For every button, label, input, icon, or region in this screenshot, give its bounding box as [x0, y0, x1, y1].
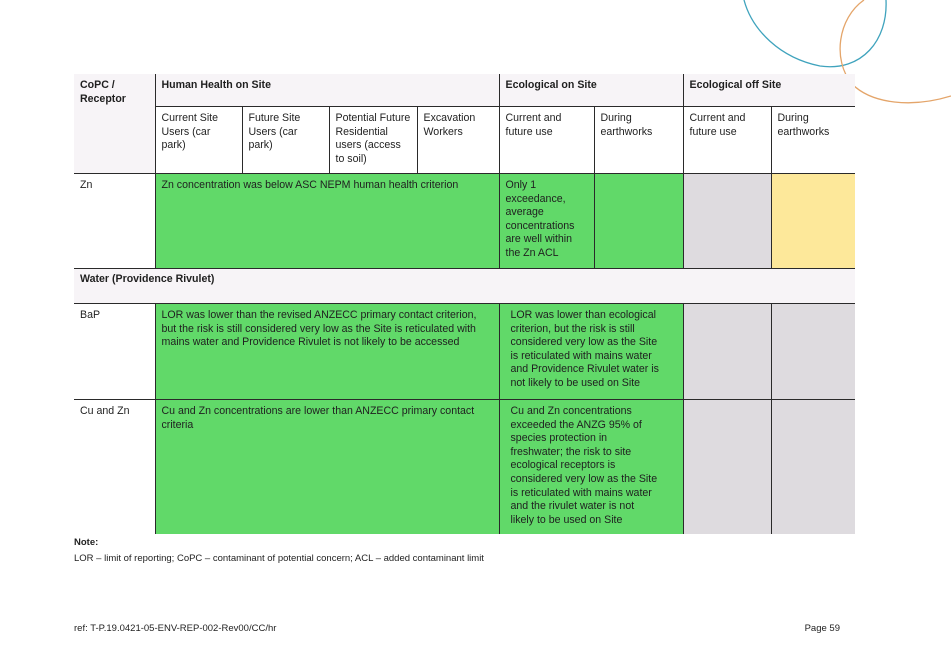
subheader-cell: During earthworks [600, 112, 653, 138]
orange-swirl-line [840, 0, 951, 103]
table-row [74, 174, 855, 269]
row-label-zn: Zn [80, 179, 93, 191]
bap-eco-off-earthworks-cell [771, 304, 855, 400]
cuzn-eco-on-site-cell: Cu and Zn concentrations exceeded the ANZG 95% of species protection in freshwater; the risk to site ecological receptors is considered very low as the Site is reticulated with mains water and the rivulet water is not likely to be used on Site [510, 405, 658, 526]
cuzn-eco-off-current-cell [683, 400, 771, 535]
row-label-cu-zn: Cu and Zn [80, 405, 130, 417]
cuzn-eco-off-earthworks-cell [771, 400, 855, 535]
subheader-cell: Future Site Users (car park) [248, 112, 301, 152]
cuzn-human-health-cell: Cu and Zn concentrations are lower than ANZECC primary contact criteria [161, 405, 475, 431]
zn-eco-current-cell: Only 1 exceedance, average concentrations are well within the Zn ACL [505, 179, 575, 259]
zn-eco-off-current-cell [683, 174, 771, 269]
subheader-cell: Current and future use [689, 112, 746, 138]
section-row [74, 269, 855, 304]
table-subheader-row [74, 107, 855, 174]
subheader-cell: During earthworks [777, 112, 830, 138]
bap-human-health-cell: LOR was lower than the revised ANZECC primary contact criterion, but the risk is still considered very low as the Site is reticulated with mains water and Providence Rivulet is not likely to be accessed [161, 309, 477, 349]
subheader-cell: Potential Future Residential users (access to soil) [335, 112, 411, 165]
header-human-health-on-site: Human Health on Site [161, 79, 271, 91]
row-label-bap: BaP [80, 309, 101, 321]
bap-eco-on-site-cell: LOR was lower than ecological criterion, but the risk is still considered very low as the Site is reticulated with mains water and Providence Rivulet water is not likely to be used on Site [510, 309, 659, 389]
table-header-row [74, 74, 855, 107]
footer-reference: ref: T-P.19.0421-05-ENV-REP-002-Rev00/CC/hr [74, 623, 277, 634]
zn-eco-earthworks-cell [594, 174, 683, 269]
table-row [74, 400, 855, 535]
bap-eco-off-current-cell [683, 304, 771, 400]
subheader-cell: Excavation Workers [423, 112, 476, 138]
header-ecological-on-site: Ecological on Site [505, 79, 597, 91]
note-heading: Note: [74, 537, 99, 548]
note-text: LOR – limit of reporting; CoPC – contaminant of potential concern; ACL – added contaminant limit [74, 553, 484, 564]
zn-human-health-cell: Zn concentration was below ASC NEPM human health criterion [161, 179, 459, 191]
header-ecological-off-site: Ecological off Site [689, 79, 782, 91]
blue-swirl-line [744, 0, 886, 67]
subheader-cell: Current and future use [505, 112, 562, 138]
section-water-title: Water (Providence Rivulet) [80, 273, 215, 285]
footer-page-number: Page 59 [804, 623, 840, 634]
subheader-cell: Current Site Users (car park) [161, 112, 219, 152]
table-row [74, 304, 855, 400]
header-copc-receptor: CoPC / Receptor [80, 79, 126, 105]
zn-eco-off-earthworks-cell [771, 174, 855, 269]
risk-assessment-table [74, 74, 855, 534]
